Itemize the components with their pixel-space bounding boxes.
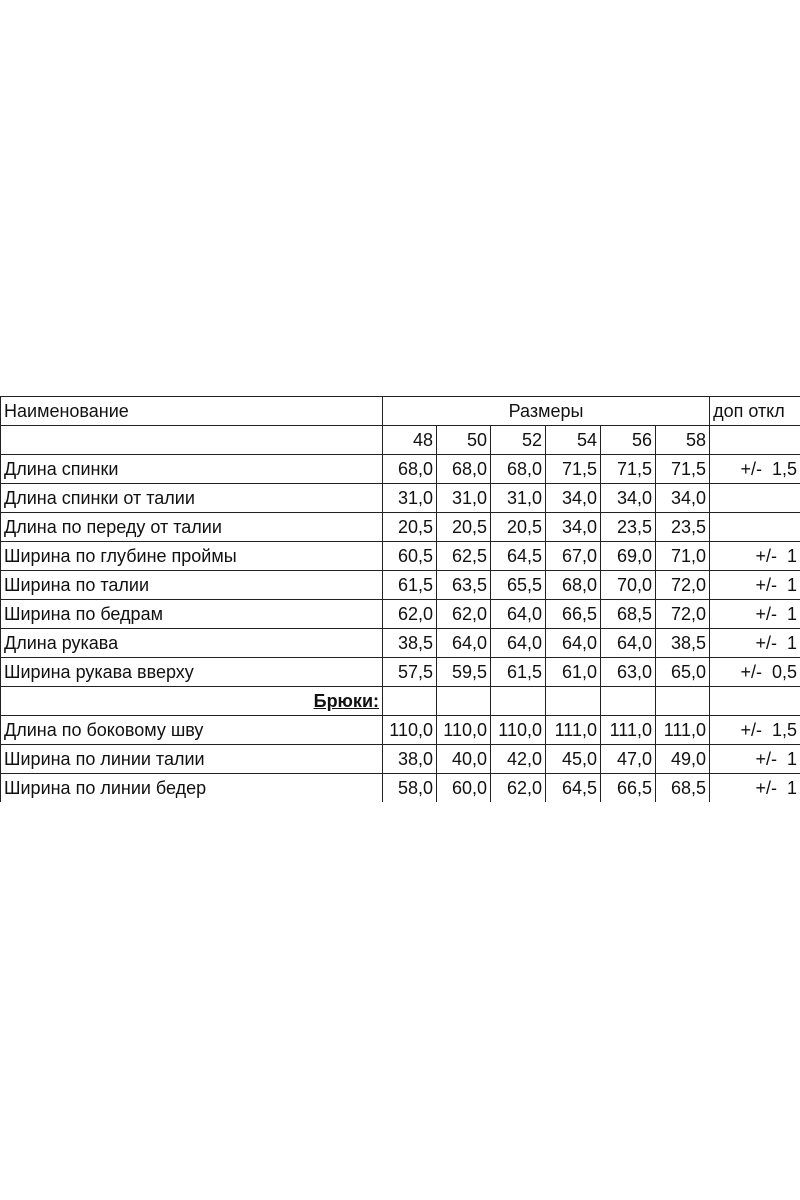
column-header-name: Наименование (1, 397, 383, 426)
sizes-row (1, 426, 800, 455)
tolerance-cell: +/- 1 (710, 542, 800, 571)
size-58: 58 (656, 426, 710, 455)
value-cell: 71,0 (656, 542, 710, 571)
value-cell: 63,0 (601, 658, 656, 687)
value-cell: 64,0 (491, 600, 546, 629)
value-cell: 64,0 (437, 629, 491, 658)
empty-cell (437, 687, 491, 716)
value-cell: 68,0 (383, 455, 437, 484)
value-cell: 67,0 (546, 542, 601, 571)
size-50: 50 (437, 426, 491, 455)
tolerance-cell: +/- 1 (710, 600, 800, 629)
value-cell: 64,5 (546, 774, 601, 803)
section-row (1, 687, 800, 716)
size-52: 52 (491, 426, 546, 455)
value-cell: 62,0 (491, 774, 546, 803)
table-row (1, 484, 800, 513)
value-cell: 65,5 (491, 571, 546, 600)
row-label: Ширина по линии бедер (1, 774, 383, 803)
value-cell: 23,5 (656, 513, 710, 542)
value-cell: 62,0 (383, 600, 437, 629)
value-cell: 110,0 (437, 716, 491, 745)
table-row (1, 542, 800, 571)
value-cell: 72,0 (656, 571, 710, 600)
pants-measurement-rows (1, 716, 800, 803)
value-cell: 110,0 (383, 716, 437, 745)
value-cell: 63,5 (437, 571, 491, 600)
value-cell: 45,0 (546, 745, 601, 774)
size-chart-sheet (0, 396, 800, 802)
value-cell: 66,5 (601, 774, 656, 803)
value-cell: 64,0 (546, 629, 601, 658)
row-label: Длина спинки (1, 455, 383, 484)
value-cell: 62,0 (437, 600, 491, 629)
empty-cell (656, 687, 710, 716)
value-cell: 64,0 (601, 629, 656, 658)
row-label: Ширина по линии талии (1, 745, 383, 774)
tolerance-cell: +/- 1 (710, 745, 800, 774)
empty-cell (710, 687, 800, 716)
value-cell: 68,0 (546, 571, 601, 600)
value-cell: 38,0 (383, 745, 437, 774)
table-row (1, 629, 800, 658)
tolerance-cell: +/- 1,5 (710, 716, 800, 745)
value-cell: 72,0 (656, 600, 710, 629)
empty-cell (546, 687, 601, 716)
size-56: 56 (601, 426, 656, 455)
value-cell: 38,5 (383, 629, 437, 658)
value-cell: 61,0 (546, 658, 601, 687)
table-row (1, 774, 800, 803)
empty-cell (710, 426, 800, 455)
table-row (1, 600, 800, 629)
value-cell: 68,5 (656, 774, 710, 803)
row-label: Длина рукава (1, 629, 383, 658)
size-54: 54 (546, 426, 601, 455)
value-cell: 49,0 (656, 745, 710, 774)
empty-cell (383, 687, 437, 716)
value-cell: 68,5 (601, 600, 656, 629)
table-row (1, 716, 800, 745)
value-cell: 40,0 (437, 745, 491, 774)
value-cell: 68,0 (437, 455, 491, 484)
value-cell: 60,0 (437, 774, 491, 803)
tolerance-cell: +/- 1 (710, 571, 800, 600)
value-cell: 38,5 (656, 629, 710, 658)
value-cell: 20,5 (437, 513, 491, 542)
value-cell: 31,0 (437, 484, 491, 513)
value-cell: 20,5 (383, 513, 437, 542)
section-label-pants: Брюки: (1, 687, 383, 716)
value-cell: 71,5 (546, 455, 601, 484)
row-label: Длина по боковому шву (1, 716, 383, 745)
value-cell: 62,5 (437, 542, 491, 571)
row-label: Длина по переду от талии (1, 513, 383, 542)
value-cell: 66,5 (546, 600, 601, 629)
empty-cell (601, 687, 656, 716)
value-cell: 42,0 (491, 745, 546, 774)
value-cell: 68,0 (491, 455, 546, 484)
table-row (1, 658, 800, 687)
empty-cell (1, 426, 383, 455)
row-label: Ширина по талии (1, 571, 383, 600)
value-cell: 31,0 (383, 484, 437, 513)
value-cell: 64,5 (491, 542, 546, 571)
table-row (1, 513, 800, 542)
value-cell: 34,0 (546, 513, 601, 542)
value-cell: 61,5 (491, 658, 546, 687)
value-cell: 110,0 (491, 716, 546, 745)
value-cell: 111,0 (656, 716, 710, 745)
measurement-rows (1, 455, 800, 687)
value-cell: 70,0 (601, 571, 656, 600)
empty-cell (491, 687, 546, 716)
value-cell: 61,5 (383, 571, 437, 600)
value-cell: 23,5 (601, 513, 656, 542)
tolerance-cell (710, 513, 800, 542)
value-cell: 57,5 (383, 658, 437, 687)
tolerance-cell: +/- 1 (710, 629, 800, 658)
table-row (1, 745, 800, 774)
column-header-tolerance: доп откл (710, 397, 800, 426)
value-cell: 64,0 (491, 629, 546, 658)
tolerance-cell: +/- 0,5 (710, 658, 800, 687)
header-row (1, 397, 800, 426)
value-cell: 71,5 (601, 455, 656, 484)
value-cell: 31,0 (491, 484, 546, 513)
value-cell: 58,0 (383, 774, 437, 803)
value-cell: 65,0 (656, 658, 710, 687)
value-cell: 71,5 (656, 455, 710, 484)
table-row (1, 571, 800, 600)
value-cell: 20,5 (491, 513, 546, 542)
value-cell: 34,0 (656, 484, 710, 513)
size-48: 48 (383, 426, 437, 455)
row-label: Длина спинки от талии (1, 484, 383, 513)
row-label: Ширина по глубине проймы (1, 542, 383, 571)
value-cell: 34,0 (601, 484, 656, 513)
value-cell: 111,0 (546, 716, 601, 745)
value-cell: 69,0 (601, 542, 656, 571)
tolerance-cell: +/- 1 (710, 774, 800, 803)
row-label: Ширина по бедрам (1, 600, 383, 629)
tolerance-cell: +/- 1,5 (710, 455, 800, 484)
value-cell: 111,0 (601, 716, 656, 745)
value-cell: 47,0 (601, 745, 656, 774)
value-cell: 34,0 (546, 484, 601, 513)
size-chart-table (0, 396, 800, 802)
column-header-sizes: Размеры (383, 397, 710, 426)
value-cell: 60,5 (383, 542, 437, 571)
table-row (1, 455, 800, 484)
row-label: Ширина рукава вверху (1, 658, 383, 687)
value-cell: 59,5 (437, 658, 491, 687)
tolerance-cell (710, 484, 800, 513)
